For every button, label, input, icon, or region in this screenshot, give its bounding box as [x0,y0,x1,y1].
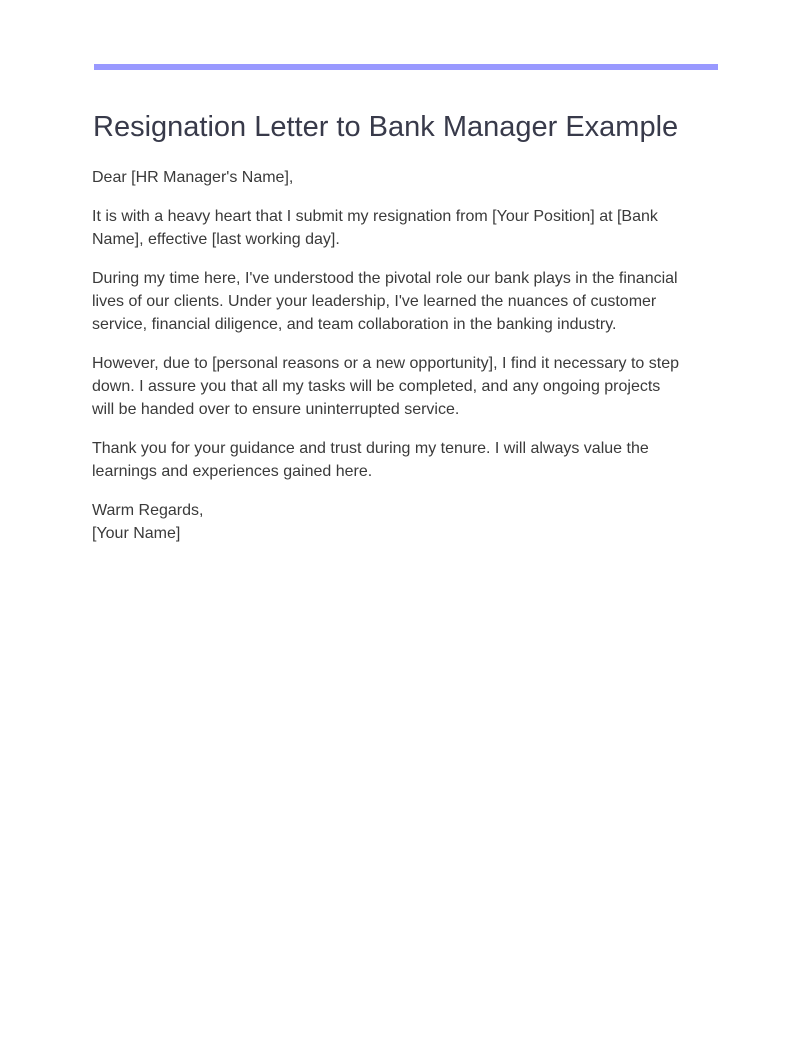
accent-bar [94,64,718,70]
paragraph-thanks: Thank you for your guidance and trust during my tenure. I will always value the learnings and experiences gained here. [92,440,649,480]
document-title: Resignation Letter to Bank Manager Example [93,111,679,143]
sign-off [92,499,692,545]
closing: Warm Regards, [92,502,204,519]
paragraph-experience: During my time here, I've understood the pivotal role our bank plays in the financial lives of our clients. Under your leadership, I've learned the nuances of customer service, financial diligence, and team collaboration in the banking industry. [92,270,678,333]
signature: [Your Name] [92,525,181,542]
paragraph-reason: However, due to [personal reasons or a new opportunity], I find it necessary to step down. I assure you that all my tasks will be completed, and any ongoing projects will be handed over to ensure uninterrupted service. [92,355,679,418]
letter-body [92,166,692,561]
salutation: Dear [HR Manager's Name], [92,169,294,186]
paragraph-resignation: It is with a heavy heart that I submit my resignation from [Your Position] at [Bank Name], effective [last working day]. [92,208,658,248]
